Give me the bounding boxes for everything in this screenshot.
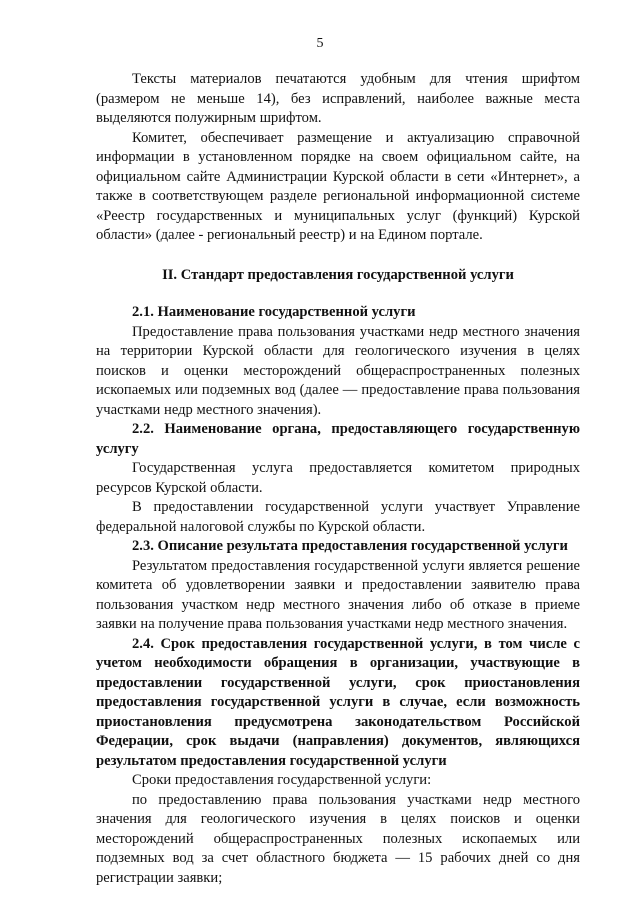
paragraph-2-2-2: В предоставлении государственной услуги участвует Управление федеральной налоговой службы по Курской области. [96, 499, 580, 535]
intro-paragraph-2: Комитет, обеспечивает размещение и актуализацию справочной информации в установленном порядке на своем официальном сайте, на официальном сайте Администрации Курской области в сети «Интернет», а также в соответствующем разделе региональной информационной системе «Реестр государственных и муниципальных услуг (функций) Курской области» (далее - региональный реестр) и на Едином портале. [96, 129, 580, 243]
heading-2-4: 2.4. Срок предоставления государственной услуги, в том числе с учетом необходимости обращения в организации, участвующие в предоставлении государственной услуги, срок приостановления предоставления государственной услуги в случае, если возможность приостановления предусмотрена законодательством Российской Федерации, срок выдачи (направления) документов, являющихся результатом предоставления государственной услуги [96, 635, 580, 769]
heading-2-1: 2.1. Наименование государственной услуги [132, 304, 416, 320]
heading-2-2: 2.2. Наименование органа, предоставляющего государственную услугу [96, 421, 580, 457]
paragraph-2-3: Результатом предоставления государственной услуги является решение комитета об удовлетворении заявки и предоставлении заявителю права пользования участком недр местного значения либо об отказе в приеме заявки на получение права пользования участками недр местного значения. [96, 557, 580, 632]
section-title: II. Стандарт предоставления государственной услуги [162, 266, 514, 283]
paragraph-2-2-1: Государственная услуга предоставляется комитетом природных ресурсов Курской области. [96, 460, 580, 496]
heading-2-3: 2.3. Описание результата предоставления государственной услуги [132, 538, 568, 554]
page-number: 5 [316, 36, 324, 51]
intro-paragraph-1: Тексты материалов печатаются удобным для чтения шрифтом (размером не меньше 14), без исправлений, наиболее важные места выделяются полужирным шрифтом. [96, 71, 580, 126]
paragraph-2-1: Предоставление права пользования участками недр местного значения на территории Курской области для геологического изучения в целях поисков и оценки месторождений общераспространенных полезных ископаемых или подземных вод (далее — предоставление права пользования участками недр местного значения). [96, 323, 580, 418]
document-body [96, 70, 580, 888]
paragraph-2-4-2: по предоставлению права пользования участками недр местного значения для геологического изучения в целях поисков и оценки месторождений общераспространенных полезных ископаемых или подземных вод за счет областного бюджета — 15 рабочих дней со дня регистрации заявки; [96, 791, 580, 886]
paragraph-2-4-1: Сроки предоставления государственной услуги: [132, 772, 432, 788]
